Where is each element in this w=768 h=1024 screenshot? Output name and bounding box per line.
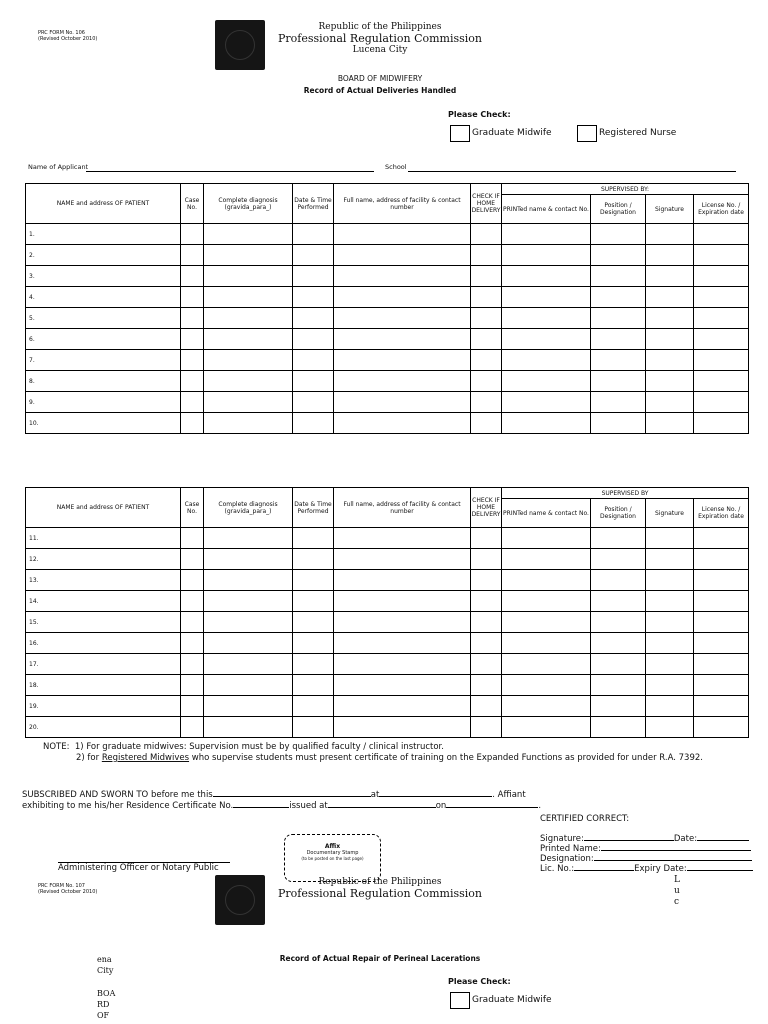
row-number-cell[interactable]: 11.	[26, 528, 181, 549]
table-cell[interactable]	[471, 528, 502, 549]
table-cell[interactable]	[591, 591, 646, 612]
overlap-text-left: ena City	[97, 955, 114, 975]
table-cell[interactable]	[694, 528, 749, 549]
table-cell[interactable]	[204, 224, 293, 245]
table-cell[interactable]	[502, 392, 591, 413]
please-check-label-2: Please Check:	[448, 977, 511, 986]
table-cell[interactable]	[334, 654, 471, 675]
table-cell[interactable]	[694, 717, 749, 738]
table-cell[interactable]	[502, 696, 591, 717]
notes	[43, 742, 444, 753]
table-cell[interactable]	[181, 717, 204, 738]
table-cell[interactable]	[204, 287, 293, 308]
table-cell[interactable]	[181, 245, 204, 266]
table-cell[interactable]	[694, 549, 749, 570]
table-cell[interactable]	[502, 717, 591, 738]
table-cell[interactable]	[293, 413, 334, 434]
table-cell[interactable]	[471, 549, 502, 570]
row-number-cell[interactable]: 3.	[26, 266, 181, 287]
table-cell[interactable]	[502, 633, 591, 654]
table-cell[interactable]	[694, 633, 749, 654]
row-number-cell[interactable]: 15.	[26, 612, 181, 633]
table-cell[interactable]	[646, 570, 694, 591]
table-cell[interactable]	[646, 329, 694, 350]
table-cell[interactable]	[181, 371, 204, 392]
row-number-cell[interactable]: 14.	[26, 591, 181, 612]
table-cell[interactable]	[646, 549, 694, 570]
table-row	[26, 329, 749, 350]
table-cell[interactable]	[334, 612, 471, 633]
table-cell[interactable]	[334, 413, 471, 434]
table-cell[interactable]	[591, 287, 646, 308]
table-cell[interactable]	[334, 308, 471, 329]
table-cell[interactable]	[471, 245, 502, 266]
table-cell[interactable]	[293, 696, 334, 717]
table-cell[interactable]	[471, 591, 502, 612]
table-cell[interactable]	[181, 696, 204, 717]
table-cell[interactable]	[204, 549, 293, 570]
table-cell[interactable]	[646, 591, 694, 612]
table-cell[interactable]	[334, 696, 471, 717]
col-supervised: SUPERVISED BY:	[502, 184, 749, 195]
table-cell[interactable]	[471, 570, 502, 591]
table-cell[interactable]	[471, 717, 502, 738]
table-cell[interactable]	[181, 266, 204, 287]
table-cell[interactable]	[502, 266, 591, 287]
record-title-2: Record of Actual Repair of Perineal Lacerations	[279, 954, 481, 963]
table-cell[interactable]	[694, 350, 749, 371]
row-number-cell[interactable]: 5.	[26, 308, 181, 329]
table-cell[interactable]	[334, 371, 471, 392]
table-row	[26, 549, 749, 570]
table-row	[26, 570, 749, 591]
table-cell[interactable]	[204, 371, 293, 392]
table-row	[26, 633, 749, 654]
table-cell[interactable]	[204, 245, 293, 266]
row-number-cell[interactable]: 6.	[26, 329, 181, 350]
table-cell[interactable]	[334, 528, 471, 549]
table-cell[interactable]	[334, 549, 471, 570]
lic-no-field[interactable]	[574, 870, 634, 871]
table-cell[interactable]	[694, 392, 749, 413]
table-cell[interactable]	[694, 245, 749, 266]
table-cell[interactable]	[293, 591, 334, 612]
col-patient: NAME and address OF PATIENT	[26, 184, 181, 224]
graduate-midwife-checkbox[interactable]	[450, 125, 470, 142]
table-cell[interactable]	[502, 329, 591, 350]
please-check-label: Please Check:	[448, 110, 511, 119]
table-cell[interactable]	[591, 413, 646, 434]
table-cell[interactable]	[471, 633, 502, 654]
row-number-cell[interactable]: 9.	[26, 392, 181, 413]
col-diagnosis: Complete diagnosis (gravida_para_)	[204, 488, 293, 528]
table-cell[interactable]	[334, 392, 471, 413]
officer-signature-line[interactable]	[58, 862, 230, 863]
documentary-stamp-box: Affix Documentary Stamp (to be posted on the last page)	[284, 834, 381, 882]
table-cell[interactable]	[694, 570, 749, 591]
table-cell[interactable]	[591, 612, 646, 633]
table-cell[interactable]	[334, 633, 471, 654]
table-cell[interactable]	[591, 308, 646, 329]
table-cell[interactable]	[334, 245, 471, 266]
signature-field[interactable]	[584, 840, 674, 841]
table-cell[interactable]	[334, 675, 471, 696]
col-case: Case No.	[181, 184, 204, 224]
row-number-cell[interactable]: 7.	[26, 350, 181, 371]
record-title: Record of Actual Deliveries Handled	[303, 86, 457, 95]
registered-midwives-link: Registered Midwives	[101, 753, 190, 763]
applicant-name-label: Name of Applicant	[28, 163, 89, 171]
table-cell[interactable]	[694, 612, 749, 633]
graduate-midwife-label: Graduate Midwife	[472, 128, 552, 138]
table-cell[interactable]	[204, 633, 293, 654]
table-cell[interactable]	[334, 224, 471, 245]
table-cell[interactable]	[293, 266, 334, 287]
form2-header: Republic of the Philippines Professional Regulation Commission	[277, 877, 483, 900]
issued-on-field[interactable]	[446, 807, 538, 808]
certified-title: CERTIFIED CORRECT:	[540, 814, 630, 824]
signature-row: Signature: Date:	[540, 834, 749, 845]
table-row	[26, 654, 749, 675]
table-cell[interactable]	[646, 528, 694, 549]
table-row	[26, 266, 749, 287]
table-cell[interactable]	[502, 612, 591, 633]
row-number-cell[interactable]: 12.	[26, 549, 181, 570]
table-cell[interactable]	[646, 392, 694, 413]
table-cell[interactable]	[646, 413, 694, 434]
row-number-cell[interactable]: 18.	[26, 675, 181, 696]
registered-nurse-checkbox[interactable]	[577, 125, 597, 142]
table-cell[interactable]	[204, 570, 293, 591]
table-cell[interactable]	[471, 266, 502, 287]
sworn-line-1: SUBSCRIBED AND SWORN TO before me this at . Affiant	[22, 790, 526, 800]
col-position: Position / Designation	[591, 195, 646, 224]
table-cell[interactable]	[204, 654, 293, 675]
table-cell[interactable]	[181, 224, 204, 245]
table-cell[interactable]	[204, 717, 293, 738]
table-cell[interactable]	[694, 696, 749, 717]
table-cell[interactable]	[694, 308, 749, 329]
table-cell[interactable]	[204, 350, 293, 371]
table-cell[interactable]	[694, 654, 749, 675]
table-cell[interactable]	[204, 308, 293, 329]
table-cell[interactable]	[181, 329, 204, 350]
printed-name-row: Printed Name:	[540, 844, 751, 855]
table-row	[26, 591, 749, 612]
table-cell[interactable]	[204, 528, 293, 549]
sworn-line-2: exhibiting to me his/her Residence Certificate No. issued at on .	[22, 801, 542, 811]
table-cell[interactable]	[502, 371, 591, 392]
table-cell[interactable]	[293, 717, 334, 738]
table-cell[interactable]	[502, 224, 591, 245]
col-date: Date & Time Performed	[293, 184, 334, 224]
table-cell[interactable]	[694, 675, 749, 696]
table-cell[interactable]	[334, 287, 471, 308]
table-cell[interactable]	[181, 570, 204, 591]
city-text: Lucena City	[352, 45, 408, 55]
table-cell[interactable]	[591, 528, 646, 549]
table-cell[interactable]	[591, 717, 646, 738]
table-cell[interactable]	[694, 287, 749, 308]
table-cell[interactable]	[204, 413, 293, 434]
col-license: License No. / Expiration date	[694, 195, 749, 224]
table-row	[26, 350, 749, 371]
table-cell[interactable]	[293, 570, 334, 591]
date-field[interactable]	[697, 840, 749, 841]
designation-row: Designation:	[540, 854, 752, 865]
table-cell[interactable]	[334, 570, 471, 591]
table-cell[interactable]	[181, 350, 204, 371]
overlap-text-right: L u c	[674, 875, 680, 907]
overlap-text-left-2: BOA RD OF	[97, 989, 116, 1020]
graduate-midwife-label-2: Graduate Midwife	[472, 995, 552, 1005]
table-cell[interactable]	[293, 350, 334, 371]
table-cell[interactable]	[204, 266, 293, 287]
table-cell[interactable]	[591, 224, 646, 245]
table-cell[interactable]	[694, 224, 749, 245]
table-cell[interactable]	[591, 245, 646, 266]
table-cell[interactable]	[471, 287, 502, 308]
table-cell[interactable]	[334, 591, 471, 612]
table-cell[interactable]	[334, 329, 471, 350]
table-cell[interactable]	[502, 528, 591, 549]
table-cell[interactable]	[591, 570, 646, 591]
school-label: School	[385, 163, 407, 171]
col-facility: Full name, address of facility & contact number	[334, 184, 471, 224]
table-cell[interactable]	[471, 392, 502, 413]
deliveries-table-b	[25, 487, 749, 738]
prc-seal-logo	[215, 20, 265, 70]
table-cell[interactable]	[293, 675, 334, 696]
table-cell[interactable]	[293, 633, 334, 654]
table-cell[interactable]	[334, 350, 471, 371]
form-number: PRC FORM No. 106 (Revised October 2010)	[38, 30, 98, 42]
board-title: BOARD OF MIDWIFERY	[337, 74, 423, 83]
table-cell[interactable]	[646, 245, 694, 266]
table-cell[interactable]	[471, 612, 502, 633]
designation-field[interactable]	[594, 860, 752, 861]
table-cell[interactable]	[471, 350, 502, 371]
table-cell[interactable]	[204, 612, 293, 633]
table-cell[interactable]	[591, 696, 646, 717]
table-cell[interactable]	[591, 329, 646, 350]
col-supervised: SUPERVISED BY	[502, 488, 749, 499]
table-cell[interactable]	[471, 308, 502, 329]
table-cell[interactable]	[694, 329, 749, 350]
deliveries-table-a	[25, 183, 749, 434]
table-cell[interactable]	[181, 675, 204, 696]
col-license: License No. / Expiration date	[694, 499, 749, 528]
table-cell[interactable]	[502, 308, 591, 329]
table-cell[interactable]	[471, 675, 502, 696]
table-cell[interactable]	[293, 392, 334, 413]
table-cell[interactable]	[646, 633, 694, 654]
table-cell[interactable]	[181, 633, 204, 654]
table-cell[interactable]	[502, 549, 591, 570]
table-cell[interactable]	[293, 308, 334, 329]
table-cell[interactable]	[591, 266, 646, 287]
table-cell[interactable]	[646, 350, 694, 371]
table-cell[interactable]	[293, 329, 334, 350]
table-cell[interactable]	[334, 266, 471, 287]
col-position: Position / Designation	[591, 499, 646, 528]
table-cell[interactable]	[471, 654, 502, 675]
registered-nurse-label: Registered Nurse	[599, 128, 677, 138]
table-row	[26, 612, 749, 633]
table-row	[26, 308, 749, 329]
table-cell[interactable]	[181, 591, 204, 612]
table-cell[interactable]	[204, 696, 293, 717]
col-signature: Signature	[646, 499, 694, 528]
sworn-place-field[interactable]	[379, 796, 492, 797]
table-cell[interactable]	[181, 413, 204, 434]
table-cell[interactable]	[471, 696, 502, 717]
table-cell[interactable]	[646, 696, 694, 717]
table-cell[interactable]	[181, 549, 204, 570]
col-diagnosis: Complete diagnosis (gravida_para_)	[204, 184, 293, 224]
prc-seal-logo-2	[215, 875, 265, 925]
table-cell[interactable]	[471, 413, 502, 434]
row-number-cell[interactable]: 17.	[26, 654, 181, 675]
table-cell[interactable]	[646, 612, 694, 633]
graduate-midwife-checkbox-2[interactable]	[450, 992, 470, 1009]
table-cell[interactable]	[204, 591, 293, 612]
table-cell[interactable]	[204, 329, 293, 350]
table-cell[interactable]	[694, 266, 749, 287]
table-cell[interactable]	[293, 287, 334, 308]
table-cell[interactable]	[646, 287, 694, 308]
table-cell[interactable]	[502, 654, 591, 675]
table-cell[interactable]	[181, 287, 204, 308]
note-2: 2) for Registered Midwives who supervise students must present certificate of training on the Expanded Functions as provided for under R.A. 7392.	[76, 753, 703, 763]
commission-text: Professional Regulation Commission	[277, 32, 483, 45]
col-home-delivery: CHECK IF HOME DELIVERY	[471, 488, 502, 528]
table-cell[interactable]	[502, 570, 591, 591]
table-cell[interactable]	[591, 350, 646, 371]
table-cell[interactable]	[293, 371, 334, 392]
printed-name-field[interactable]	[601, 850, 751, 851]
table-cell[interactable]	[646, 308, 694, 329]
table-cell[interactable]	[646, 224, 694, 245]
table-cell[interactable]	[646, 654, 694, 675]
note-label: NOTE:	[43, 742, 70, 752]
col-home-delivery: CHECK IF HOME DELIVERY	[471, 184, 502, 224]
republic-text: Republic of the Philippines	[318, 22, 442, 32]
row-number-cell[interactable]: 4.	[26, 287, 181, 308]
col-date: Date & Time Performed	[293, 488, 334, 528]
table-cell[interactable]	[293, 245, 334, 266]
table-row	[26, 287, 749, 308]
table-row	[26, 392, 749, 413]
table-cell[interactable]	[293, 224, 334, 245]
col-facility: Full name, address of facility & contact number	[334, 488, 471, 528]
table-cell[interactable]	[646, 371, 694, 392]
col-printed-name: PRINTed name & contact No.	[502, 499, 591, 528]
table-cell[interactable]	[471, 371, 502, 392]
table-cell[interactable]	[471, 224, 502, 245]
table-row	[26, 245, 749, 266]
table-cell[interactable]	[694, 371, 749, 392]
row-number-cell[interactable]: 16.	[26, 633, 181, 654]
table-row	[26, 528, 749, 549]
table-row	[26, 224, 749, 245]
table-cell[interactable]	[646, 675, 694, 696]
table-row	[26, 675, 749, 696]
row-number-cell[interactable]: 1.	[26, 224, 181, 245]
table-cell[interactable]	[293, 528, 334, 549]
table-row	[26, 413, 749, 434]
row-number-cell[interactable]: 19.	[26, 696, 181, 717]
form2-number: PRC FORM No. 107 (Revised October 2010)	[38, 883, 98, 895]
table-cell[interactable]	[502, 350, 591, 371]
table-cell[interactable]	[502, 591, 591, 612]
table-cell[interactable]	[293, 612, 334, 633]
row-number-cell[interactable]: 8.	[26, 371, 181, 392]
table-cell[interactable]	[591, 654, 646, 675]
expiry-date-field[interactable]	[687, 870, 753, 871]
table-cell[interactable]	[694, 591, 749, 612]
row-number-cell[interactable]: 10.	[26, 413, 181, 434]
table-cell[interactable]	[471, 329, 502, 350]
table-row	[26, 371, 749, 392]
table-row	[26, 696, 749, 717]
note-1: 1) For graduate midwives: Supervision must be by qualified faculty / clinical instructor.	[74, 742, 444, 752]
row-number-cell[interactable]: 2.	[26, 245, 181, 266]
col-case: Case No.	[181, 488, 204, 528]
row-number-cell[interactable]: 20.	[26, 717, 181, 738]
table-cell[interactable]	[293, 549, 334, 570]
table-cell[interactable]	[591, 392, 646, 413]
table-cell[interactable]	[181, 654, 204, 675]
col-patient: NAME and address OF PATIENT	[26, 488, 181, 528]
table-cell[interactable]	[646, 266, 694, 287]
sworn-date-field[interactable]	[213, 796, 371, 797]
table-cell[interactable]	[502, 245, 591, 266]
license-row: Lic. No.: Expiry Date:	[540, 864, 753, 875]
table-cell[interactable]	[646, 717, 694, 738]
row-number-cell[interactable]: 13.	[26, 570, 181, 591]
table-cell[interactable]	[181, 528, 204, 549]
table-cell[interactable]	[204, 675, 293, 696]
form-header	[270, 22, 490, 55]
residence-cert-field[interactable]	[233, 807, 289, 808]
administering-officer: Administering Officer or Notary Public	[58, 863, 219, 873]
issued-at-field[interactable]	[328, 807, 436, 808]
table-cell[interactable]	[591, 675, 646, 696]
school-field[interactable]	[408, 171, 736, 172]
col-signature: Signature	[646, 195, 694, 224]
table-cell[interactable]	[591, 633, 646, 654]
table-cell[interactable]	[293, 654, 334, 675]
table-row	[26, 717, 749, 738]
table-cell[interactable]	[204, 392, 293, 413]
table-cell[interactable]	[694, 413, 749, 434]
table-cell[interactable]	[502, 675, 591, 696]
table-cell[interactable]	[181, 308, 204, 329]
applicant-name-field[interactable]	[86, 171, 374, 172]
col-printed-name: PRINTed name & contact No.	[502, 195, 591, 224]
table-cell[interactable]	[334, 717, 471, 738]
table-cell[interactable]	[181, 612, 204, 633]
table-cell[interactable]	[591, 549, 646, 570]
table-cell[interactable]	[502, 413, 591, 434]
table-cell[interactable]	[591, 371, 646, 392]
table-cell[interactable]	[502, 287, 591, 308]
table-cell[interactable]	[181, 392, 204, 413]
